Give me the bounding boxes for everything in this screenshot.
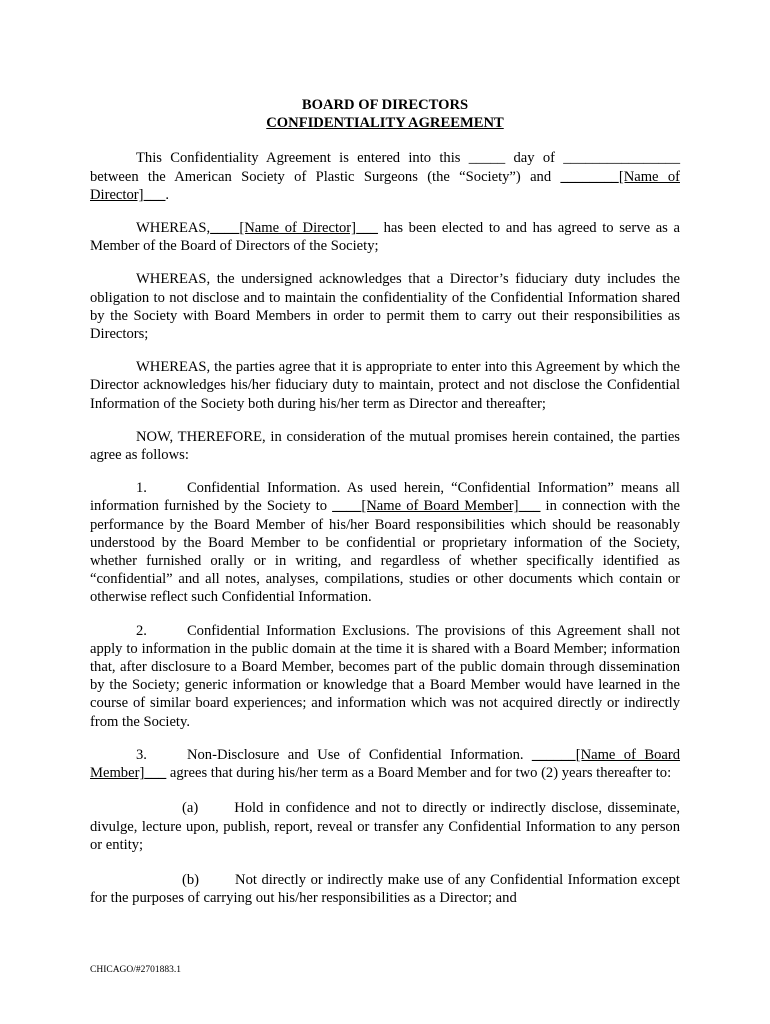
section-1-number: 1.: [136, 480, 147, 497]
whereas-1-label: WHEREAS,: [136, 220, 211, 237]
day-blank: _____: [468, 150, 506, 167]
month-blank: ________________: [563, 150, 680, 167]
whereas-paragraph-2: WHEREAS, the undersigned acknowledges that a Director’s fiduciary duty includes the obligation to not disclose and to maintain the confidentiality of the Confidential Information shared by the Society with Board Members in order to permit them to carry out their responsibilities as Directors;: [90, 271, 680, 343]
document-page: [90, 96, 680, 907]
intro-text-3: between the American Society of Plastic Surgeons (the “Society”) and: [90, 168, 561, 185]
intro-text-1: This Confidentiality Agreement is entered into this: [136, 150, 461, 167]
subsection-a-label: (a): [182, 800, 199, 817]
whereas-paragraph-3: WHEREAS, the parties agree that it is appropriate to enter into this Agreement by which the Director acknowledges his/her fiduciary duty to maintain, protect and not disclose the Confidential Information of the Society both during his/her term as Director and thereafter;: [90, 359, 680, 412]
section-2-text: Confidential Information Exclusions. The provisions of this Agreement shall not apply to information in the public domain at the time it is shared with a Board Member; information that, after disclosure to a Board Member, becomes part of the public domain through dissemination by the Society; generic information or knowledge that a Board Member would have learned in the course of similar board experiences; and information which was not acquired directly or indirectly from the Society.: [90, 622, 680, 730]
whereas-1-text: has been elected to and has agreed to serve as a Member of the Board of Directors of the Society;: [90, 220, 680, 255]
section-3-paragraph: [90, 746, 680, 782]
whereas-1-name: ____[Name of Director]___: [210, 220, 378, 237]
section-3-number: 3.: [136, 746, 147, 763]
section-1-text-1: Confidential Information. As used herein, “Confidential Information” means all information furnished by the Society to: [90, 480, 680, 515]
section-1-name: ____[Name of Board Member]___: [332, 498, 541, 515]
whereas-paragraph-1: [90, 219, 680, 255]
title-line-2: CONFIDENTIALITY AGREEMENT: [266, 115, 504, 132]
intro-paragraph: [90, 149, 680, 204]
section-3-name: ______[Name of Board Member]___: [90, 746, 681, 782]
section-3-text-1: Non-Disclosure and Use of Confidential Information.: [186, 746, 532, 763]
intro-text-4: .: [165, 186, 170, 203]
section-1-text-2: in connection with the performance by the Board Member of his/her Board responsibilities which should be reasonably understood by the Board Member to be confidential or proprietary information of the Society, whether furnished orally or in writing, and regardless of whether specifically identified as “confidential” and all notes, analyses, compilations, studies or other documents which contain or otherwise reflect such Confidential Information.: [90, 498, 680, 606]
subsection-b-paragraph: [90, 871, 680, 907]
subsection-a-paragraph: [90, 799, 680, 854]
document-title: [90, 96, 680, 132]
director-name-blank: ________[Name of Director]___: [90, 168, 680, 203]
now-therefore-paragraph: NOW, THEREFORE, in consideration of the mutual promises herein contained, the parties agree as follows:: [90, 428, 680, 464]
subsection-b-label: (b): [182, 871, 200, 888]
section-2-paragraph: [90, 622, 680, 731]
section-3-text-2: agrees that during his/her term as a Board Member and for two (2) years thereafter to:: [166, 765, 672, 782]
intro-text-2: day of: [505, 150, 564, 167]
section-1-paragraph: [90, 479, 680, 606]
document-footer-id: CHICAGO/#2701883.1: [90, 965, 182, 975]
section-2-number: 2.: [136, 622, 147, 639]
subsection-a-text: Hold in confidence and not to directly or indirectly disclose, disseminate, divulge, lecture upon, publish, report, reveal or transfer any Confidential Information to any person or entity;: [90, 800, 680, 853]
title-line-1: BOARD OF DIRECTORS: [301, 97, 469, 113]
subsection-b-text: Not directly or indirectly make use of any Confidential Information except for the purposes of carrying out his/her responsibilities as a Director; and: [90, 871, 680, 907]
